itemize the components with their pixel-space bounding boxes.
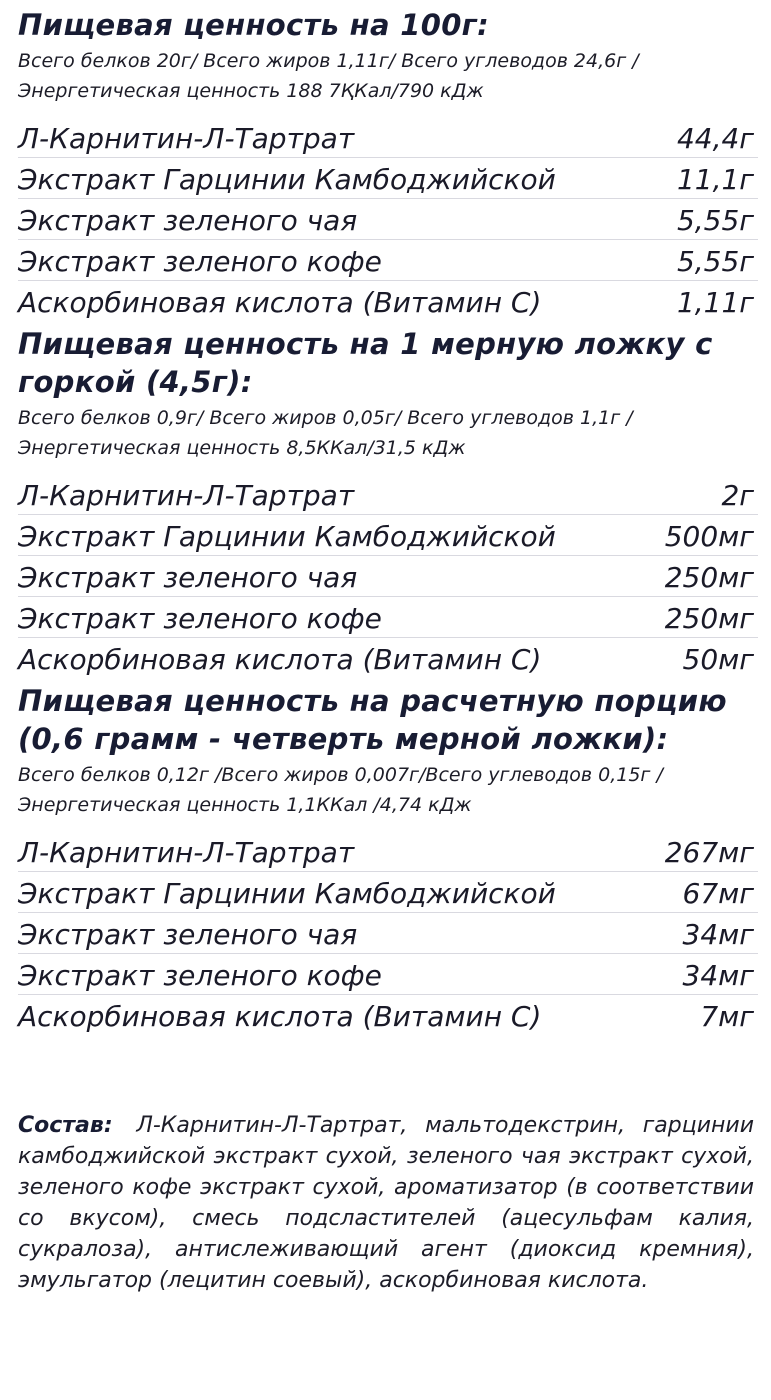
ingredient-value: 11,1г xyxy=(676,163,754,196)
table-row xyxy=(18,559,758,597)
ingredient-value: 7мг xyxy=(700,1000,754,1033)
table-row xyxy=(18,284,758,321)
section-heading: Пищевая ценность на расчетную порцию (0,6 грамм - четверть мерной ложки): xyxy=(18,684,727,756)
ingredient-value: 50мг xyxy=(682,643,754,676)
table-row xyxy=(18,957,758,995)
ingredients-table xyxy=(18,120,758,321)
nutrition-label xyxy=(18,6,758,1038)
section-summary: Всего белков 0,9г/ Всего жиров 0,05г/ Всего углеводов 1,1г /Энергетическая ценность 8,5ККал/31,5 кДж xyxy=(18,407,633,459)
section-heading: Пищевая ценность на 1 мерную ложку с горкой (4,5г): xyxy=(18,327,713,399)
table-row xyxy=(18,477,758,515)
section-per-scoop xyxy=(18,325,758,678)
table-row xyxy=(18,161,758,199)
section-per-100g xyxy=(18,6,758,321)
table-row xyxy=(18,916,758,954)
ingredient-name: Экстракт зеленого кофе xyxy=(18,959,382,992)
section-per-portion xyxy=(18,682,758,1035)
ingredient-name: Л-Карнитин-Л-Тартрат xyxy=(18,479,355,512)
table-row xyxy=(18,202,758,240)
table-row xyxy=(18,518,758,556)
ingredient-name: Аскорбиновая кислота (Витамин С) xyxy=(18,643,542,676)
ingredient-name: Экстракт зеленого чая xyxy=(18,561,358,594)
table-row xyxy=(18,600,758,638)
table-row xyxy=(18,120,758,158)
ingredient-value: 2г xyxy=(721,479,754,512)
composition-text: Л-Карнитин-Л-Тартрат, мальтодекстрин, гарцинии камбоджийской экстракт сухой, зеленого чая экстракт сухой, зеленого кофе экстракт сухой, ароматизатор (в соответствии со вкусом), смесь подсластителей (ацесульфам калия, сукралоза), антислеживающий агент (диоксид кремния), эмульгатор (лецитин соевый), аскорбиновая кислота. xyxy=(18,1113,754,1293)
ingredient-name: Аскорбиновая кислота (Витамин С) xyxy=(18,286,542,319)
ingredient-name: Экстракт Гарцинии Камбоджийской xyxy=(18,163,556,196)
table-row xyxy=(18,875,758,913)
table-row xyxy=(18,641,758,678)
ingredient-value: 44,4г xyxy=(676,122,754,155)
ingredients-table xyxy=(18,834,758,1035)
ingredient-name: Экстракт Гарцинии Камбоджийской xyxy=(18,520,556,553)
ingredient-name: Экстракт Гарцинии Камбоджийской xyxy=(18,877,556,910)
ingredient-name: Экстракт зеленого чая xyxy=(18,918,358,951)
ingredient-value: 267мг xyxy=(664,836,754,869)
ingredient-name: Л-Карнитин-Л-Тартрат xyxy=(18,122,355,155)
ingredient-value: 250мг xyxy=(664,561,754,594)
table-row xyxy=(18,834,758,872)
ingredient-value: 34мг xyxy=(682,918,754,951)
composition-label: Состав: xyxy=(18,1113,113,1138)
ingredient-value: 5,55г xyxy=(676,245,754,278)
section-summary: Всего белков 20г/ Всего жиров 1,11г/ Всего углеводов 24,6г /Энергетическая ценность 188 7ҚКал/790 кДж xyxy=(18,50,639,102)
ingredient-name: Экстракт зеленого кофе xyxy=(18,245,382,278)
table-row xyxy=(18,243,758,281)
section-heading: Пищевая ценность на 100г: xyxy=(18,8,490,42)
ingredient-name: Экстракт зеленого чая xyxy=(18,204,358,237)
table-row xyxy=(18,998,758,1035)
ingredient-value: 1,11г xyxy=(676,286,754,319)
ingredient-value: 34мг xyxy=(682,959,754,992)
ingredient-name: Аскорбиновая кислота (Витамин С) xyxy=(18,1000,542,1033)
ingredient-value: 500мг xyxy=(664,520,754,553)
ingredient-name: Экстракт зеленого кофе xyxy=(18,602,382,635)
ingredient-value: 250мг xyxy=(664,602,754,635)
composition xyxy=(18,1110,754,1296)
ingredients-table xyxy=(18,477,758,678)
ingredient-value: 67мг xyxy=(682,877,754,910)
ingredient-value: 5,55г xyxy=(676,204,754,237)
ingredient-name: Л-Карнитин-Л-Тартрат xyxy=(18,836,355,869)
section-summary: Всего белков 0,12г /Всего жиров 0,007г/Всего углеводов 0,15г /Энергетическая ценность 1,1ККал /4,74 кДж xyxy=(18,764,663,816)
